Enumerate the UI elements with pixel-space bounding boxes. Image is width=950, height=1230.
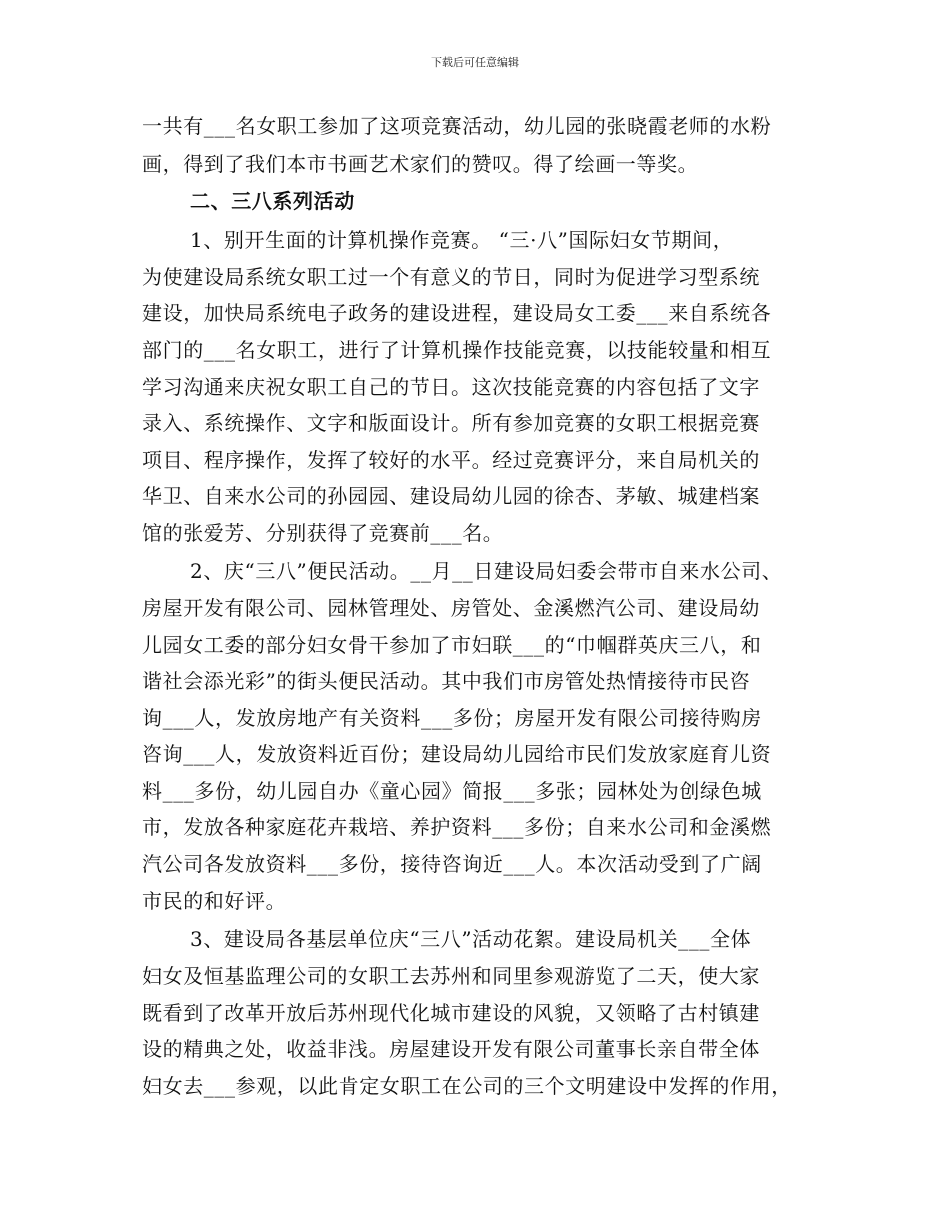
body-line-26: 设的精典之处，收益非浅。房屋建设开发有限公司董事长亲自带全体 bbox=[142, 1037, 760, 1061]
body-line-5: 为使建设局系统女职工过一个有意义的节日，同时为促进学习型系统 bbox=[142, 265, 760, 289]
body-line-17: 询___人，发放房地产有关资料___多份；房屋开发有限公司接待购房 bbox=[142, 706, 762, 730]
body-line-18: 咨询___人，发放资料近百份；建设局幼儿园给市民们发放家庭育儿资 bbox=[142, 742, 772, 766]
section-heading: 二、三八系列活动 bbox=[190, 189, 355, 213]
body-line-14: 房屋开发有限公司、园林管理处、房管处、金溪燃汽公司、建设局幼 bbox=[142, 596, 760, 620]
body-line-6: 建设，加快局系统电子政务的建设进程，建设局女工委___来自系统各 bbox=[142, 301, 772, 325]
body-line-25: 既看到了改革开放后苏州现代化城市建设的风貌，又领略了古村镇建 bbox=[142, 1001, 760, 1025]
body-line-2: 画，得到了我们本市书画艺术家们的赞叹。得了绘画一等奖。 bbox=[142, 152, 699, 176]
body-line-27: 妇女去___参观，以此肯定女职工在公司的三个文明建设中发挥的作用， bbox=[142, 1074, 792, 1098]
body-line-7: 部门的___名女职工，进行了计算机操作技能竞赛，以技能较量和相互 bbox=[142, 338, 772, 362]
body-line-20: 市，发放各种家庭花卉栽培、养护资料___多份；自来水公司和金溪燃 bbox=[142, 815, 772, 839]
body-line-9: 录入、系统操作、文字和版面设计。所有参加竞赛的女职工根据竞赛 bbox=[142, 411, 760, 435]
body-line-11: 华卫、自来水公司的孙园园、建设局幼儿园的徐杏、茅敏、城建档案 bbox=[142, 484, 760, 508]
page-header: 下载后可任意编辑 bbox=[431, 56, 519, 69]
body-line-4: 1、别开生面的计算机操作竞赛。 “三·八”国际妇女节期间， bbox=[190, 228, 734, 252]
body-line-13: 2、庆“三八”便民活动。__月__日建设局妇委会带市自来水公司、 bbox=[190, 559, 783, 583]
body-line-23: 3、建设局各基层单位庆“三八”活动花絮。建设局机关___全体 bbox=[190, 927, 752, 951]
body-line-12: 馆的张爱芳、分别获得了竞赛前___名。 bbox=[142, 521, 504, 545]
body-line-21: 汽公司各发放资料___多份，接待咨询近___人。本次活动受到了广阔 bbox=[142, 852, 762, 876]
body-line-1: 一共有___名女职工参加了这项竞赛活动，幼儿园的张晓霞老师的水粉 bbox=[142, 114, 772, 138]
body-line-24: 妇女及恒基监理公司的女职工去苏州和同里参观游览了二天，使大家 bbox=[142, 964, 760, 988]
body-line-15: 儿园女工委的部分妇女骨干参加了市妇联___的“巾帼群英庆三八，和 bbox=[142, 633, 762, 657]
body-line-22: 市民的和好评。 bbox=[142, 889, 287, 913]
body-line-10: 项目、程序操作，发挥了较好的水平。经过竞赛评分，来自局机关的 bbox=[142, 448, 760, 472]
body-line-16: 谐社会添光彩”的街头便民活动。其中我们市房管处热情接待市民咨 bbox=[142, 669, 751, 693]
body-line-8: 学习沟通来庆祝女职工自己的节日。这次技能竞赛的内容包括了文字 bbox=[142, 375, 760, 399]
body-line-19: 料___多份，幼儿园自办《童心园》简报___多张；园林处为创绿色城 bbox=[142, 779, 762, 803]
